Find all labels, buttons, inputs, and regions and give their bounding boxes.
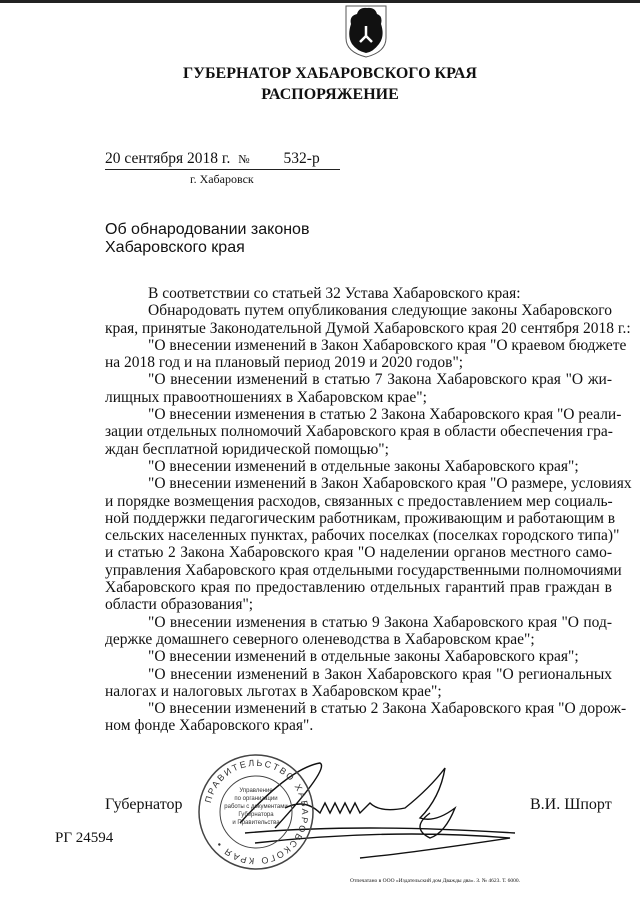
body-line: лищных правоотношениях в Хабаровском крае"; — [105, 388, 427, 406]
body-line: ждан бесплатной юридической помощью"; — [105, 440, 389, 458]
body-line: на 2018 год и на плановый период 2019 и 2020 годов"; — [105, 354, 464, 372]
body-line: "О внесении изменений в Закон Хабаровского края "О краевом бюджете — [148, 336, 627, 354]
document-body — [105, 285, 632, 735]
body-line: сельских населенных пунктах, рабочих поселках (поселках городского типа)" — [105, 527, 620, 545]
body-line: и статью 2 Закона Хабаровского края "О наделении органов местного само- — [105, 544, 612, 562]
registration-number: РГ 24594 — [55, 830, 114, 846]
body-line: "О внесении изменений в Закон Хабаровского края "О размере, условиях — [148, 475, 632, 493]
body-line: Хабаровского края по предоставлению отдельных гарантий прав граждан в — [105, 579, 612, 597]
body-line: "О внесении изменений в отдельные законы Хабаровского края"; — [148, 457, 579, 475]
body-line: управления Хабаровского края отдельными государственными полномочиями — [105, 561, 622, 579]
document-type: РАСПОРЯЖЕНИЕ — [261, 86, 399, 103]
svg-text:по организации: по организации — [234, 796, 278, 802]
body-line: В соответствии со статьей 32 Устава Хабаровского края: — [148, 285, 521, 302]
body-line: зации отдельных полномочий Хабаровского края в области обеспечения гра- — [105, 423, 613, 441]
signatory-position: Губернатор — [105, 796, 183, 813]
svg-text:работы с документами: работы с документами — [224, 804, 288, 810]
body-line: края, принятые Законодательной Думой Хабаровского края 20 сентября 2018 г.: — [105, 319, 631, 337]
signatory-name: В.И. Шпорт — [530, 796, 612, 813]
coat-of-arms-icon — [343, 4, 389, 58]
body-line: "О внесении изменений в Закон Хабаровского края "О региональных — [148, 665, 612, 683]
subject-line-1: Об обнародовании законов — [105, 221, 310, 238]
svg-text:и Правительства: и Правительства — [232, 820, 280, 826]
body-line: "О внесении изменения в статью 2 Закона Хабаровского края "О реали- — [148, 406, 622, 424]
number-sign: № — [238, 152, 250, 166]
document-date: 20 сентября 2018 г. — [105, 150, 231, 167]
svg-text:Губернатора: Губернатора — [238, 812, 274, 818]
official-stamp — [196, 752, 316, 872]
body-line: ном фонде Хабаровского края". — [105, 717, 314, 735]
body-line: ной поддержки педагогическим работникам, проживающим и работающим в — [105, 509, 616, 527]
body-line: держке домашнего северного оленеводства в Хабаровском крае"; — [105, 630, 535, 648]
authority-title: ГУБЕРНАТОР ХАБАРОВСКОГО КРАЯ — [183, 65, 477, 82]
body-line: области образования"; — [105, 596, 254, 614]
svg-text:ПРАВИТЕЛЬСТВО ХАБАРОВСКОГО КРА: ПРАВИТЕЛЬСТВО ХАБАРОВСКОГО КРАЯ • — [202, 757, 311, 867]
body-line: "О внесении изменения в статью 9 Закона Хабаровского края "О под- — [148, 613, 612, 631]
body-line: налогах и налоговых льготах в Хабаровском крае"; — [105, 682, 442, 700]
body-line: и порядке возмещения расходов, связанных с предоставлением мер социаль- — [105, 492, 613, 510]
scan-border — [0, 0, 640, 3]
body-line: "О внесении изменений в статью 7 Закона Хабаровского края "О жи- — [148, 371, 612, 389]
printer-note: Отпечатано в ООО «Издательский дом Дважды два». З. № 4623. Т. 6000. — [350, 878, 521, 884]
subject-line-2: Хабаровского края — [105, 239, 245, 256]
body-line: "О внесении изменений в статью 2 Закона Хабаровского края "О дорож- — [148, 700, 627, 718]
svg-text:Управление: Управление — [239, 788, 273, 794]
place: г. Хабаровск — [190, 172, 254, 186]
body-line: Обнародовать путем опубликования следующие законы Хабаровского — [148, 302, 612, 320]
body-line: "О внесении изменений в отдельные законы Хабаровского края"; — [148, 648, 579, 666]
document-number: 532-р — [283, 150, 320, 167]
date-number-line — [105, 150, 340, 170]
